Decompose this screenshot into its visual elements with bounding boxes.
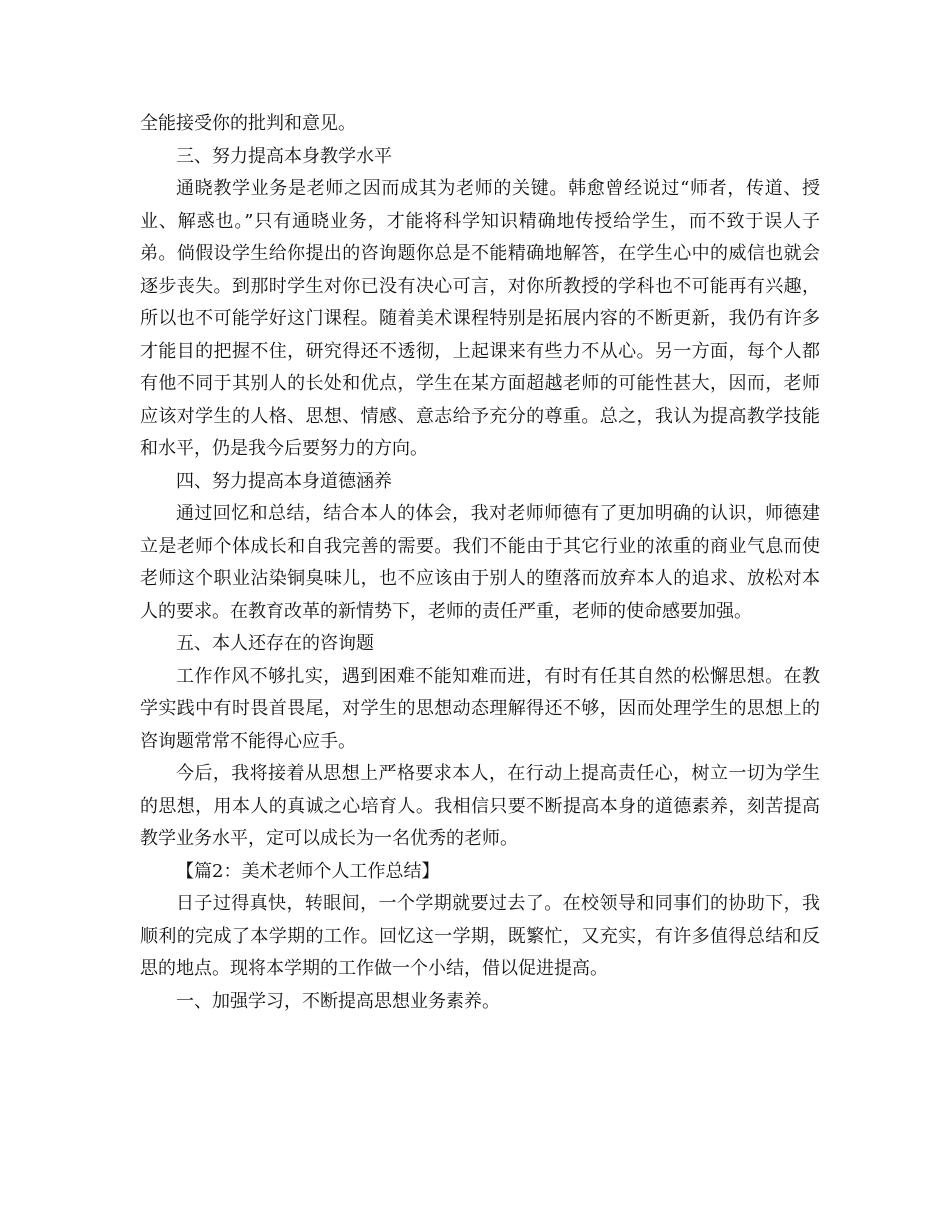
section-heading-1: 一、加强学习，不断提高思想业务素养。 bbox=[176, 990, 500, 1012]
paragraph-teaching-level: 通晓教学业务是老师之因而成其为老师的关键。韩愈曾经说过“师者，传道、授业、解惑也。”只有通晓业务，才能将科学知识精确地传授给学生，而不致于误人子弟。倘假设学生给你提出的咨询题你总是不能精确地解答，在学生心中的威信也就会逐步丧失。到那时学生对你已没有决心可言，对你所教授的学科也不可能再有兴趣，所以也不可能学好这门课程。随着美术课程特别是拓展内容的不断更新，我仍有许多才能目的把握不住，研究得还不透彻，上起课来有些力不从心。另一方面，每个人都有他不同于其别人的长处和优点，学生在某方面超越老师的可能性甚大，因而，老师应该对学生的人格、思想、情感、意志给予充分的尊重。总之，我认为提高教学技能和水平，仍是我今后要努力的方向。 bbox=[140, 178, 820, 459]
article-heading-2: 【篇2：美术老师个人工作总结】 bbox=[176, 860, 440, 882]
paragraph-continuation: 全能接受你的批判和意见。 bbox=[140, 113, 356, 134]
paragraph-future: 今后，我将接着从思想上严格要求本人，在行动上提高责任心，树立一切为学生的思想，用本人的真诚之心培育人。我相信只要不断提高本身的道德素养，刻苦提高教学业务水平，定可以成长为一名优秀的老师。 bbox=[140, 763, 820, 849]
paragraph-ethics: 通过回忆和总结，结合本人的体会，我对老师师德有了更加明确的认识，师德建立是老师个体成长和自我完善的需要。我们不能由于其它行业的浓重的商业气息而使老师这个职业沾染铜臭味儿，也不应该由于别人的堕落而放弃本人的追求、放松对本人的要求。在教育改革的新情势下，老师的责任严重，老师的使命感要加强。 bbox=[140, 503, 820, 622]
paragraph-problems: 工作作风不够扎实，遇到困难不能知难而进，有时有任其自然的松懈思想。在教学实践中有时畏首畏尾，对学生的思想动态理解得还不够，因而处理学生的思想上的咨询题常常不能得心应手。 bbox=[140, 665, 820, 752]
section-heading-3: 三、努力提高本身教学水平 bbox=[176, 145, 392, 167]
section-heading-5: 五、本人还存在的咨询题 bbox=[176, 633, 374, 654]
paragraph-intro: 日子过得真快，转眼间，一个学期就要过去了。在校领导和同事们的协助下，我顺利的完成了本学期的工作。回忆这一学期，既繁忙，又充实，有许多值得总结和反思的地点。现将本学期的工作做一个小结，借以促进提高。 bbox=[140, 893, 820, 979]
document-page bbox=[140, 108, 820, 1018]
section-heading-4: 四、努力提高本身道德涵养 bbox=[176, 470, 392, 492]
